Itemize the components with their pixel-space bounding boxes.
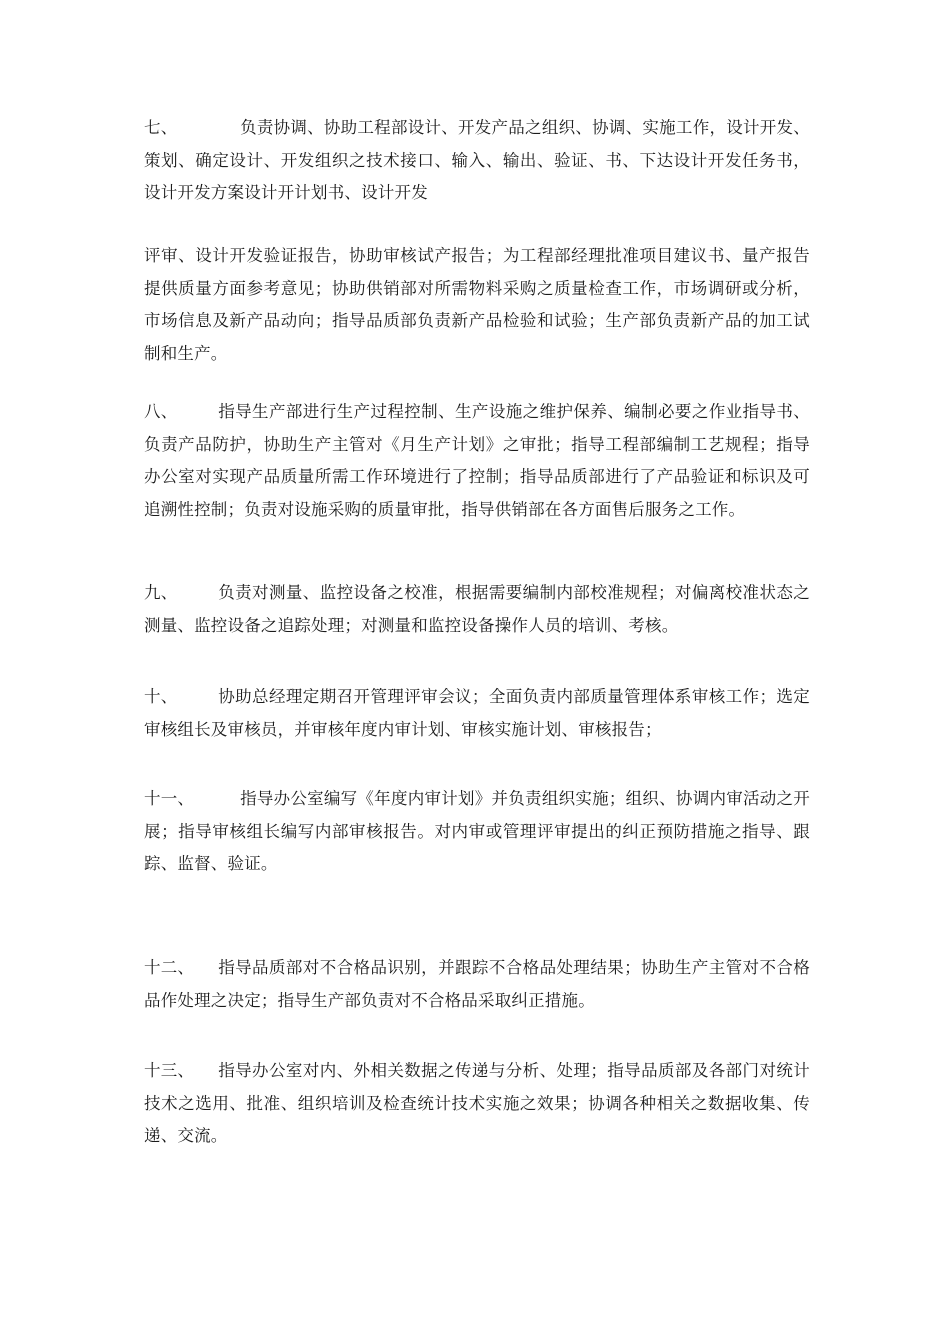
paragraph-text: 协助总经理定期召开管理评审会议；全面负责内部质量管理体系审核工作；选定审核组长及审核员，并审核年度内审计划、审核实施计划、审核报告； bbox=[144, 687, 810, 739]
paragraph-text: 负责协调、协助工程部设计、开发产品之组织、协调、实施工作，设计开发、策划、确定设计、开发组织之技术接口、输入、输出、验证、书、下达设计开发任务书，设计开发方案设计开计划书、设计开发 bbox=[144, 118, 810, 202]
paragraph-item-9 bbox=[144, 577, 810, 642]
paragraph-item-11 bbox=[144, 783, 810, 881]
item-number: 十一、 bbox=[144, 789, 195, 808]
paragraph-text: 负责对测量、监控设备之校准，根据需要编制内部校准规程；对偏离校准状态之测量、监控设备之追踪处理；对测量和监控设备操作人员的培训、考核。 bbox=[144, 583, 810, 635]
paragraph-item-12 bbox=[144, 952, 810, 1017]
item-number: 十、 bbox=[144, 687, 178, 706]
item-number: 九、 bbox=[144, 583, 178, 602]
paragraph-text: 指导生产部进行生产过程控制、生产设施之维护保养、编制必要之作业指导书、负责产品防护，协助生产主管对《月生产计划》之审批；指导工程部编制工艺规程；指导办公室对实现产品质量所需工作环境进行了控制；指导品质部进行了产品验证和标识及可追溯性控制；负责对设施采购的质量审批，指导供销部在各方面售后服务之工作。 bbox=[144, 402, 810, 519]
paragraph-text: 指导办公室编写《年度内审计划》并负责组织实施；组织、协调内审活动之开展；指导审核组长编写内部审核报告。对内审或管理评审提出的纠正预防措施之指导、跟踪、监督、验证。 bbox=[144, 789, 810, 873]
paragraph-text: 指导品质部对不合格品识别，并跟踪不合格品处理结果；协助生产主管对不合格品作处理之决定；指导生产部负责对不合格品采取纠正措施。 bbox=[144, 958, 810, 1010]
item-number: 八、 bbox=[144, 402, 178, 421]
paragraph-item-7-continued bbox=[144, 240, 810, 370]
item-number: 十二、 bbox=[144, 958, 195, 977]
paragraph-text: 评审、设计开发验证报告，协助审核试产报告；为工程部经理批准项目建议书、量产报告提供质量方面参考意见；协助供销部对所需物料采购之质量检查工作，市场调研或分析，市场信息及新产品动向；指导品质部负责新产品检验和试验；生产部负责新产品的加工试制和生产。 bbox=[144, 246, 810, 363]
item-number: 七、 bbox=[144, 118, 178, 137]
paragraph-item-7 bbox=[144, 112, 810, 210]
paragraph-item-8 bbox=[144, 396, 810, 526]
paragraph-item-13 bbox=[144, 1055, 810, 1153]
paragraph-text: 指导办公室对内、外相关数据之传递与分析、处理；指导品质部及各部门对统计技术之选用、批准、组织培训及检查统计技术实施之效果；协调各种相关之数据收集、传递、交流。 bbox=[144, 1061, 810, 1145]
paragraph-item-10 bbox=[144, 681, 810, 746]
item-number: 十三、 bbox=[144, 1061, 195, 1080]
